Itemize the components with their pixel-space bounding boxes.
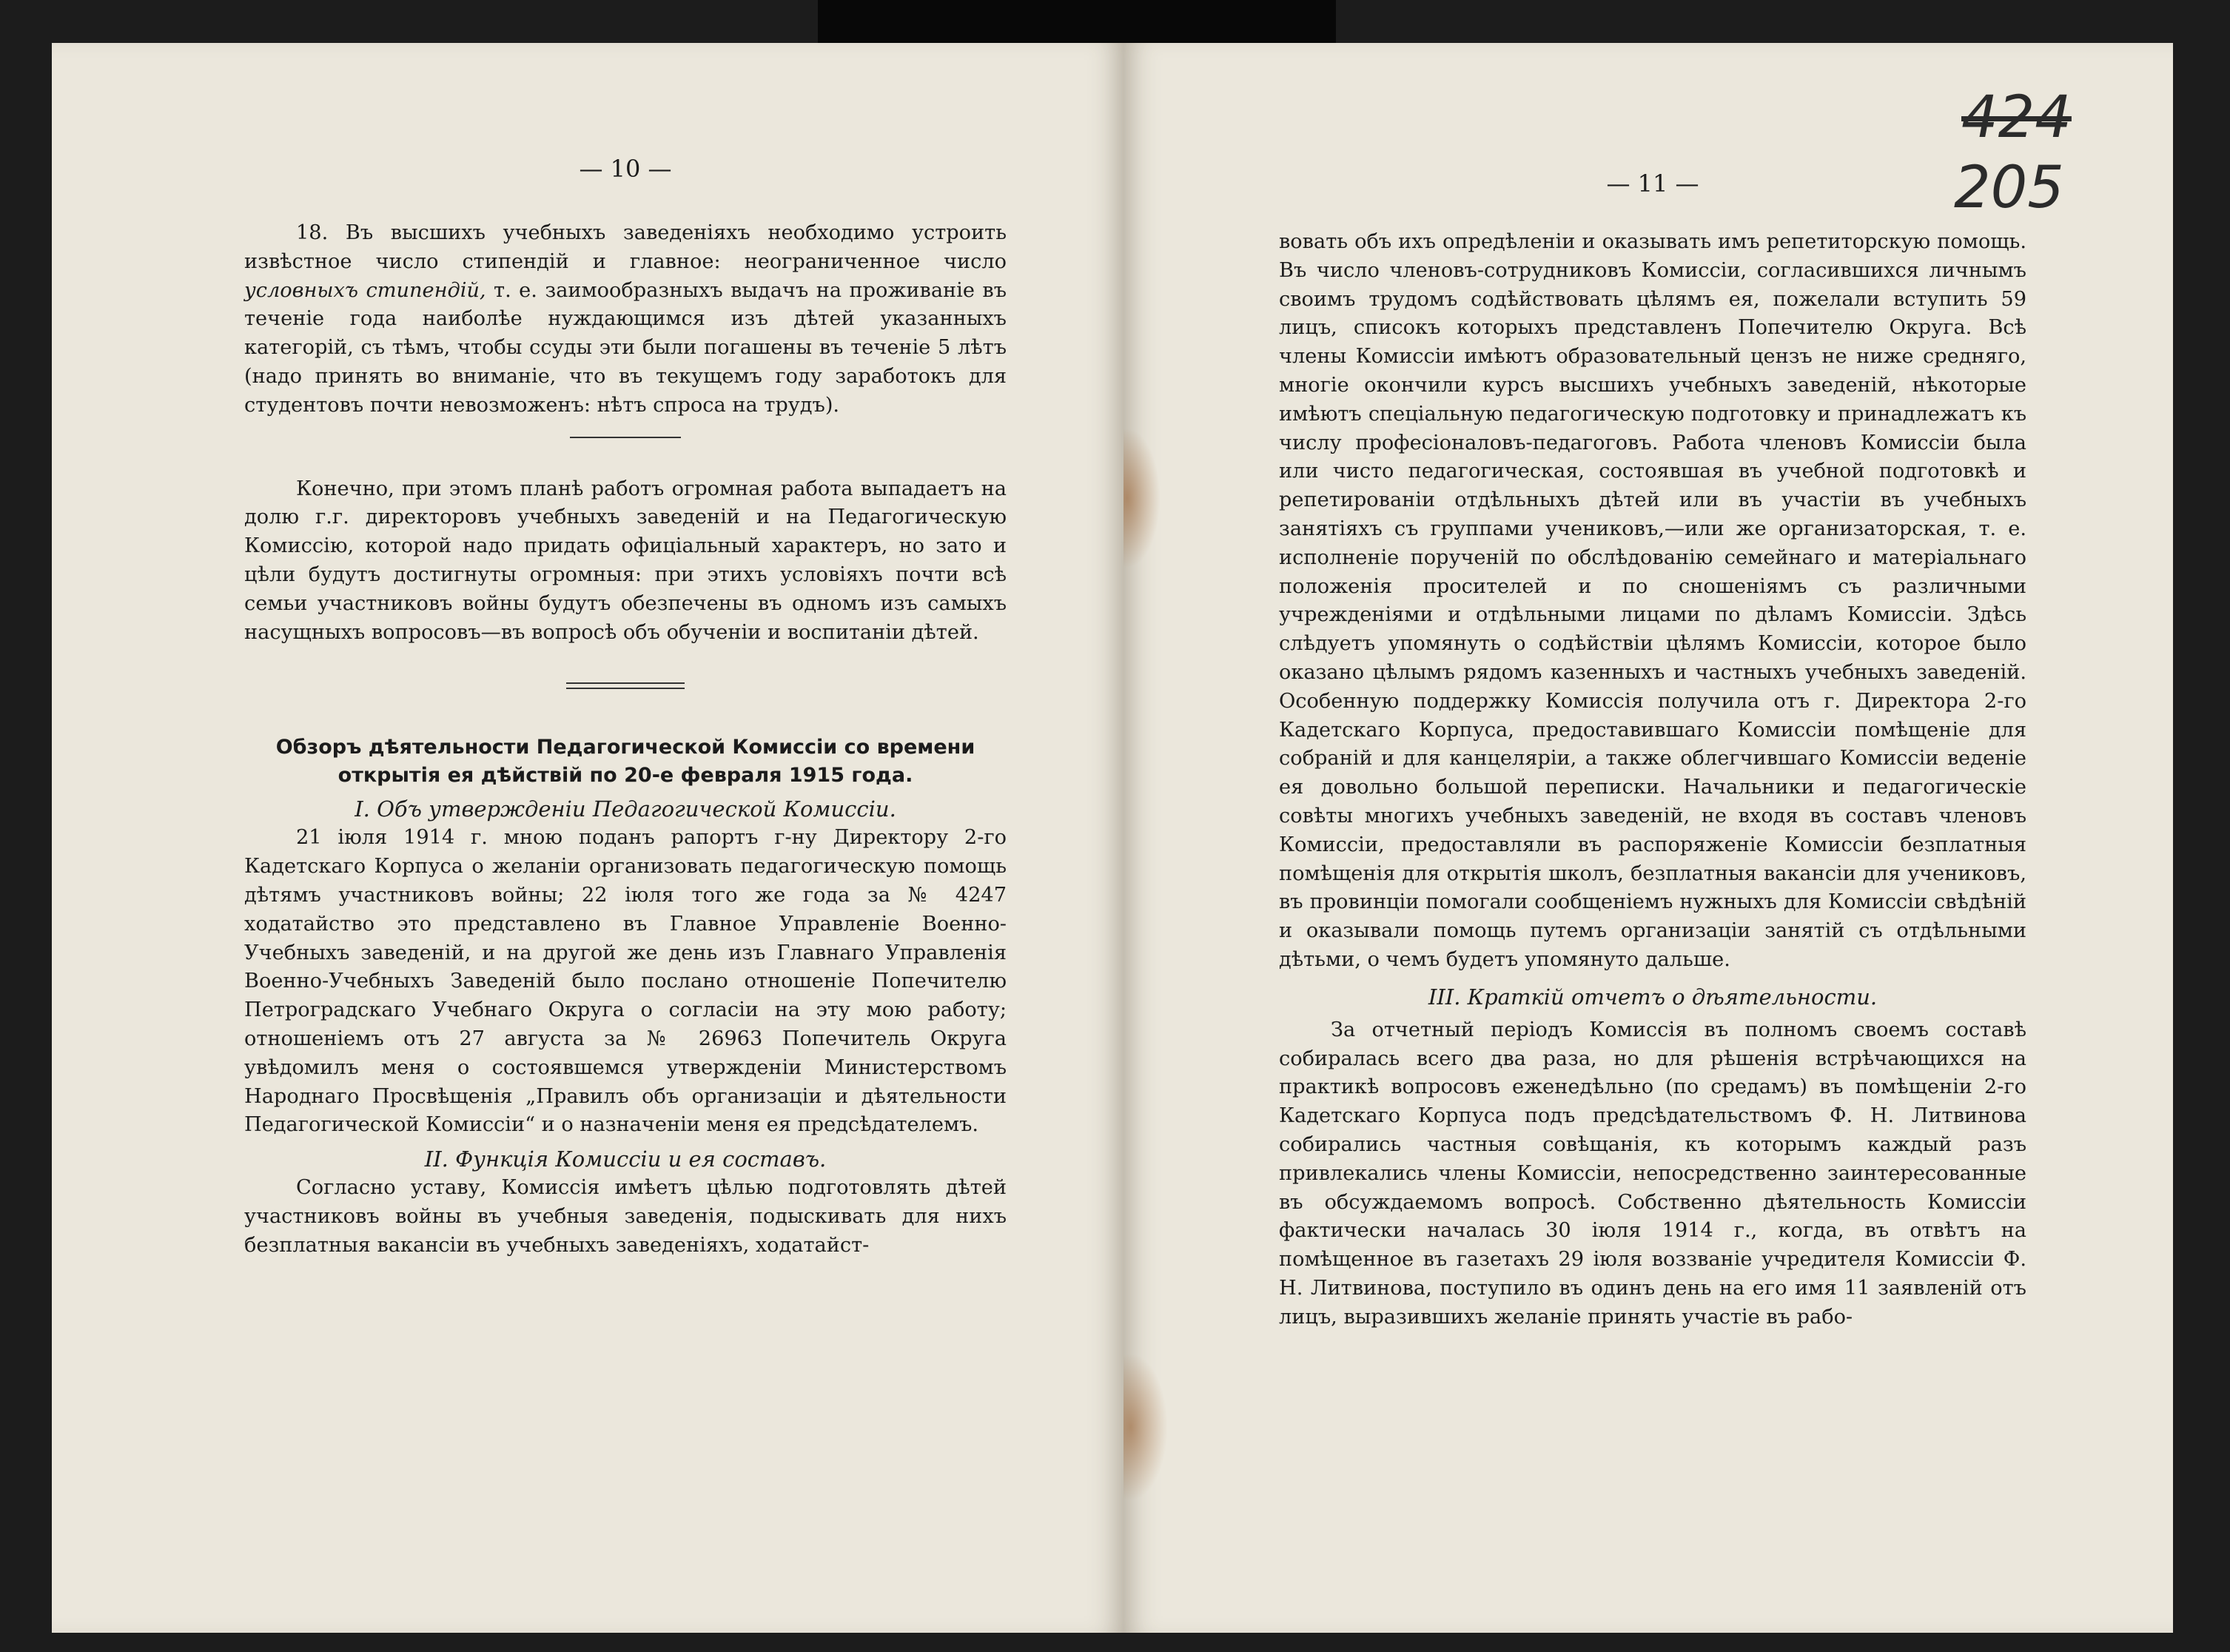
stain-upper — [1124, 428, 1161, 568]
heading-line-2: открытія ея дѣйствій по 20-е февраля 1915 года. — [337, 764, 913, 788]
right-page — [1124, 43, 2173, 1633]
double-rule — [566, 682, 685, 689]
stain-lower — [1124, 1353, 1168, 1501]
handwritten-number: 205 — [1954, 155, 2064, 221]
para18-text-2: т. е. заимообразныхъ выдачъ на проживанiе въ теченіе года наиболѣе нуждающимся изъ дѣтей указанныхъ категорій, съ тѣмъ, чтобы ссуды эти были погашены въ теченіе 5 лѣтъ (надо принять во вниманіе, что въ текущемъ году заработокъ для студентовъ почти невозможенъ: нѣтъ спроса на трудъ). — [244, 278, 1007, 417]
handwritten-number-struck: 424 — [1961, 84, 2072, 151]
section-2-title: II. Функція Комиссіи и ея составъ. — [424, 1146, 827, 1172]
section-1-text: 21 іюля 1914 г. мною поданъ рапортъ г-ну Директору 2-го Кадетскаго Корпуса о желаніи организовать педагогическую помощь дѣтямъ участниковъ войны; 22 іюля того же года за № 4247 ходатайство это представлено въ Главное Управленіе Военно-Учебныхъ заведеній, и на другой же день изъ Главнаго Управленія Военно-Учебныхъ Заведеній было послано отношеніе Попечителю Петроградскаго Учебнаго Округа о согласіи на эту мою работу; отношеніемъ отъ 27 августа за № 26963 Попечитель Округа увѣдомилъ меня о состоявшемся утвержденіи Министерствомъ Народнаго Просвѣщенія „Правилъ объ организаціи и дѣятельности Педагогической Комиссіи“ и о назначеніи меня ея предсѣдателемъ. — [244, 826, 1007, 1137]
paragraph-continued: вовать объ ихъ опредѣленіи и оказывать имъ репетиторскую помощь. Въ число членовъ-сотрудниковъ Комиссіи, согласившихся личнымъ своимъ трудомъ содѣйствовать цѣлямъ ея, пожелали вступить 59 лицъ, списокъ которыхъ представленъ Попечителю Округа. Всѣ члены Комиссіи имѣютъ образовательный цензъ не ниже средняго, многіе окончили курсъ высшихъ учебныхъ заведеній, нѣкоторые имѣютъ спеціальную педагогическую подготовку и принадлежатъ къ числу професіоналовъ-педагоговъ. Работа членовъ Комиссіи была или чисто педагогическая, состоявшая въ учебной подготовкѣ и репетированіи отдѣльныхъ дѣтей или въ участіи въ учебныхъ занятіяхъ съ группами учениковъ,—или же организаторская, т. е. исполненіе порученій по обслѣдованію семейнаго и матеріальнаго положенія просителей и по сношеніямъ съ различными учрежденіями и отдѣльными лицами по дѣламъ Комиссіи. Здѣсь слѣдуетъ упомянуть о содѣйствіи цѣлямъ Комиссіи, которое было оказано цѣлымъ рядомъ казенныхъ и частныхъ учебныхъ заведеній. Особенную поддержку Комиссія получила отъ г. Директора 2-го Кадетскаго Корпуса, предоставившаго Комиссіи помѣщеніе для собраній и для канцеляріи, а также облегчившаго Комиссіи веденіе ея довольно большой переписки. Начальники и педагогическіе совѣты многихъ учебныхъ заведеній, не входя въ составъ членовъ Комиссіи, предоставляли въ распоряженіе Комиссіи безплатныя помѣщенія для открытія школъ, безплатныя вакансіи для учениковъ, въ провинціи помогали сообщеніемъ нужныхъ для Комиссіи свѣдѣній и оказывали помощь путемъ организаціи занятій съ отдѣльными дѣтьми, о чемъ будетъ упомянуто дальше. — [1279, 230, 2026, 971]
page-number-right: — 11 — — [1606, 169, 1699, 198]
left-page — [52, 43, 1124, 1633]
paragraph-18 — [244, 219, 1007, 420]
paragraph-konechno: Конечно, при этомъ планѣ работъ огромная работа выпадаетъ на долю г.г. директоровъ учебныхъ заведеній и на Педагогическую Комиссію, которой надо придать офиціальный характеръ, но зато и цѣли будутъ достигнуты огромныя: при этихъ условіяхъ почти всѣ семьи участниковъ войны будутъ обезпечены въ одномъ изъ самыхъ насущныхъ вопросовъ—въ вопросѣ объ обученіи и воспитаніи дѣтей. — [244, 477, 1007, 644]
section-3-title: III. Краткій отчетъ о дѣятельности. — [1428, 984, 1878, 1010]
left-column — [244, 154, 1007, 1260]
section-3-text: За отчетный періодъ Комиссія въ полномъ своемъ составѣ собиралась всего два раза, но для рѣшенія встрѣчающихся на практикѣ вопросовъ еженедѣльно (по средамъ) въ помѣщеніи 2-го Кадетскаго Корпуса подъ предсѣдательствомъ Ф. Н. Литвинова собирались частныя совѣщанія, къ которымъ каждый разъ привлекались члены Комиссіи, непосредственно заинтересованные въ обсуждаемомъ вопросѣ. Собственно дѣятельность Комиссіи фактически началась 30 іюля 1914 г., когда, въ отвѣтъ на помѣщенное въ газетахъ 29 іюля воззваніе учредителя Комиссіи Ф. Н. Литвинова, поступило въ одинъ день на его имя 11 заявленій отъ лицъ, выразившихъ желаніе принять участіе въ рабо- — [1279, 1018, 2026, 1329]
para18-text-1: 18. Въ высшихъ учебныхъ заведеніяхъ необходимо устроить извѣстное число стипендій и главное: неограниченное число — [244, 221, 1007, 273]
right-column — [1279, 169, 2026, 1332]
section-2-text: Согласно уставу, Комиссія имѣетъ цѣлью подготовлять дѣтей участниковъ войны въ учебныя заведенія, подыскивать для нихъ безплатныя вакансіи въ учебныхъ заведеніяхъ, ходатайст- — [244, 1176, 1007, 1257]
heading-line-1: Обзоръ дѣятельности Педагогической Комиссіи со времени — [275, 736, 975, 759]
para18-italic: условныхъ стипендій, — [244, 278, 486, 302]
section-1-title: I. Объ утвержденіи Педагогической Комиссіи. — [355, 796, 896, 822]
page-number-left: — 10 — — [579, 155, 672, 183]
